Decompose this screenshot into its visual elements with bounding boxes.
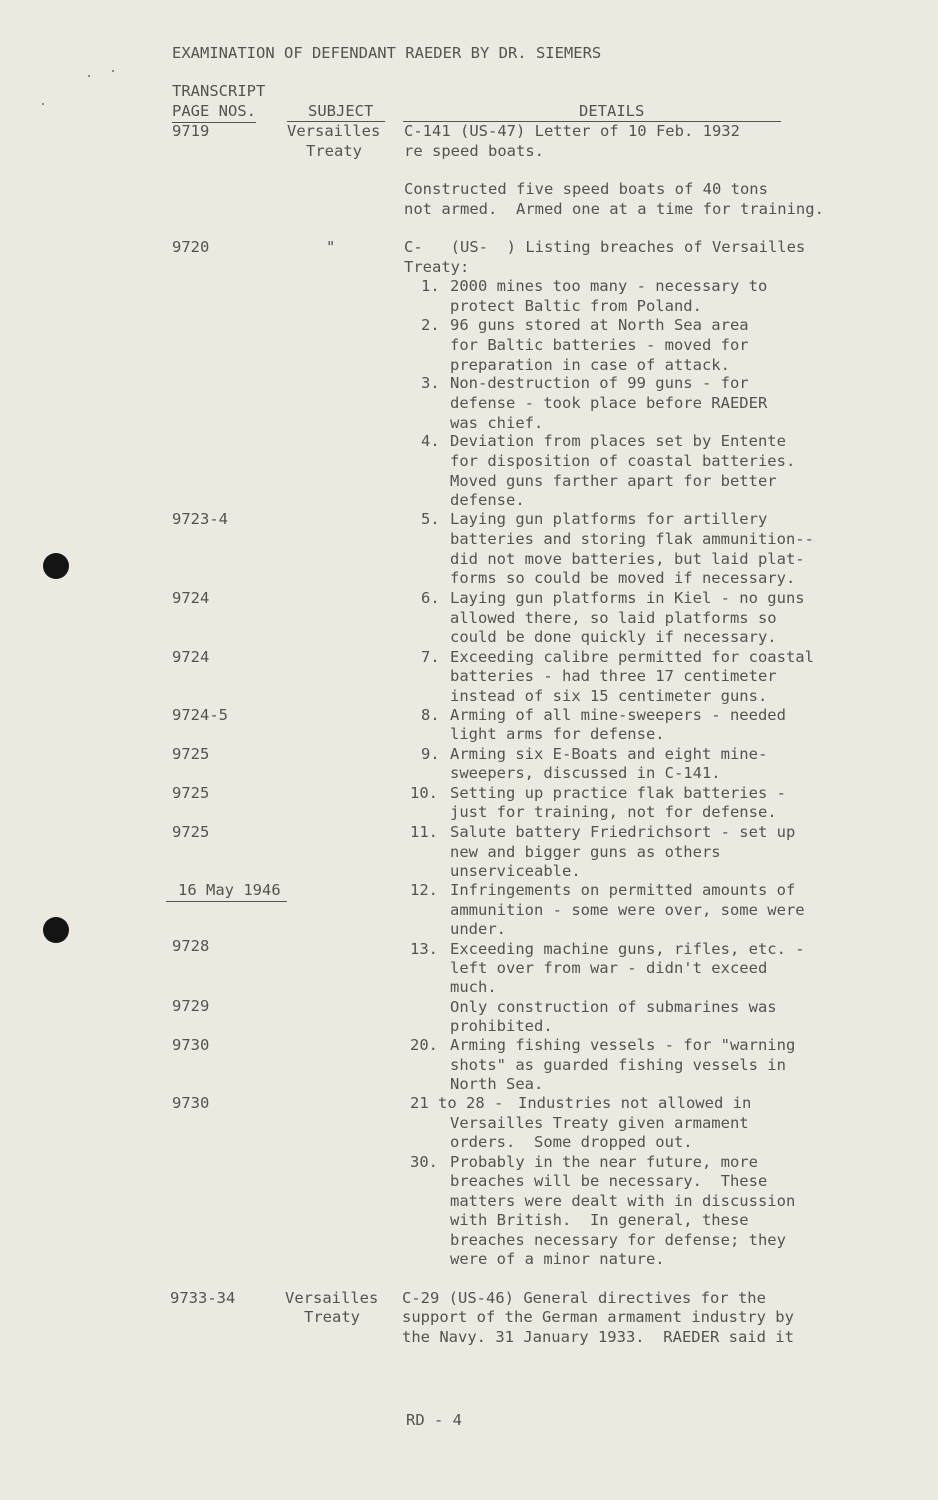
paper-speck [88, 75, 90, 77]
page-number: 9729 [172, 997, 210, 1015]
item-number: 1. [421, 277, 440, 295]
item-number: 9. [421, 745, 440, 763]
detail-line: could be done quickly if necessary. [450, 628, 777, 646]
page-number: 9720 [172, 238, 210, 256]
item-number: 21 to 28 - [410, 1094, 504, 1112]
page-number: 9730 [172, 1036, 210, 1054]
detail-line: Probably in the near future, more [450, 1153, 758, 1171]
detail-line: protect Baltic from Poland. [450, 297, 702, 315]
detail-line: 2000 mines too many - necessary to [450, 277, 768, 295]
detail-line: Industries not allowed in [518, 1094, 752, 1112]
detail-line: shots" as guarded fishing vessels in [450, 1056, 786, 1074]
item-number: 4. [421, 432, 440, 450]
detail-line: Non-destruction of 99 guns - for [450, 374, 749, 392]
item-number: 3. [421, 374, 440, 392]
detail-line: C-141 (US-47) Letter of 10 Feb. 1932 [404, 122, 740, 140]
session-date: 16 May 1946 [166, 881, 287, 902]
document-title: EXAMINATION OF DEFENDANT RAEDER BY DR. SIEMERS [172, 44, 602, 62]
item-number: 30. [410, 1153, 438, 1171]
page-number: 9730 [172, 1094, 210, 1112]
detail-line: the Navy. 31 January 1933. RAEDER said it [402, 1328, 794, 1346]
detail-line: forms so could be moved if necessary. [450, 569, 796, 587]
header-page-nos: PAGE NOS. [172, 102, 256, 123]
detail-line: ammunition - some were over, some were [450, 901, 805, 919]
header-details: DETAILS [579, 102, 645, 120]
detail-line: much. [450, 978, 497, 996]
detail-line: Laying gun platforms in Kiel - no guns [450, 589, 805, 607]
detail-line: breaches necessary for defense; they [450, 1231, 786, 1249]
detail-line: matters were dealt with in discussion [450, 1192, 796, 1210]
detail-line: unserviceable. [450, 862, 581, 880]
detail-line: Salute battery Friedrichsort - set up [450, 823, 796, 841]
page-number: 9728 [172, 937, 210, 955]
paper-speck [112, 70, 114, 72]
item-number: 10. [410, 784, 438, 802]
detail-line: 96 guns stored at North Sea area [450, 316, 749, 334]
page-number: 9723-4 [172, 510, 228, 528]
detail-line: preparation in case of attack. [450, 356, 730, 374]
page-number: 9725 [172, 784, 210, 802]
detail-line: Arming of all mine-sweepers - needed [450, 706, 786, 724]
detail-line: Infringements on permitted amounts of [450, 881, 796, 899]
detail-line: defense. [450, 491, 525, 509]
detail-line: Treaty: [404, 258, 470, 276]
detail-line: orders. Some dropped out. [450, 1133, 693, 1151]
page-number: 9725 [172, 823, 210, 841]
detail-line: left over from war - didn't exceed [450, 959, 768, 977]
detail-line: allowed there, so laid platforms so [450, 609, 777, 627]
detail-line: light arms for defense. [450, 725, 665, 743]
page-footer: RD - 4 [406, 1411, 462, 1429]
detail-line: C-29 (US-46) General directives for the [402, 1289, 766, 1307]
detail-line: new and bigger guns as others [450, 843, 721, 861]
detail-line: breaches will be necessary. These [450, 1172, 768, 1190]
detail-line: Exceeding machine guns, rifles, etc. - [450, 940, 805, 958]
header-subject: SUBJECT [308, 102, 374, 120]
item-number: 2. [421, 316, 440, 334]
subject-line: Treaty [306, 142, 362, 160]
detail-line: Deviation from places set by Entente [450, 432, 786, 450]
punch-hole [43, 553, 69, 579]
detail-line: Exceeding calibre permitted for coastal [450, 648, 814, 666]
item-number: 20. [410, 1036, 438, 1054]
subject-line: Treaty [304, 1308, 360, 1326]
detail-line: re speed boats. [404, 142, 544, 160]
detail-line: not armed. Armed one at a time for training. [404, 200, 824, 218]
page-number: 9724-5 [172, 706, 228, 724]
item-number: 11. [410, 823, 438, 841]
detail-line: did not move batteries, but laid plat- [450, 550, 805, 568]
page-number: 9724 [172, 648, 210, 666]
page-number: 9724 [172, 589, 210, 607]
page-number: 9725 [172, 745, 210, 763]
subject-line: Versailles [287, 122, 381, 140]
item-number: 7. [421, 648, 440, 666]
item-number: 6. [421, 589, 440, 607]
detail-line: defense - took place before RAEDER [450, 394, 768, 412]
item-number: 8. [421, 706, 440, 724]
subject-line: " [326, 238, 336, 256]
detail-line: just for training, not for defense. [450, 803, 777, 821]
detail-line: Versailles Treaty given armament [450, 1114, 749, 1132]
header-transcript: TRANSCRIPT [172, 82, 266, 100]
detail-line: was chief. [450, 414, 544, 432]
detail-line: under. [450, 920, 506, 938]
subject-line: Versailles [285, 1289, 379, 1307]
paper-speck [42, 103, 44, 105]
detail-line: North Sea. [450, 1075, 544, 1093]
item-number: 12. [410, 881, 438, 899]
detail-line: Only construction of submarines was [450, 998, 777, 1016]
detail-line: Arming fishing vessels - for "warning [450, 1036, 796, 1054]
detail-line: Moved guns farther apart for better [450, 472, 777, 490]
detail-line: Setting up practice flak batteries - [450, 784, 786, 802]
page-number: 9719 [172, 122, 210, 140]
detail-line: batteries - had three 17 centimeter [450, 667, 777, 685]
detail-line: for Baltic batteries - moved for [450, 336, 749, 354]
detail-line: batteries and storing flak ammunition-- [450, 530, 814, 548]
detail-line: prohibited. [450, 1017, 553, 1035]
detail-line: for disposition of coastal batteries. [450, 452, 796, 470]
detail-line: Constructed five speed boats of 40 tons [404, 180, 768, 198]
detail-line: were of a minor nature. [450, 1250, 665, 1268]
punch-hole [43, 917, 69, 943]
detail-line: support of the German armament industry by [402, 1308, 794, 1326]
detail-line: Laying gun platforms for artillery [450, 510, 768, 528]
detail-line: sweepers, discussed in C-141. [450, 764, 721, 782]
detail-line: instead of six 15 centimeter guns. [450, 687, 768, 705]
page-number: 9733-34 [170, 1289, 236, 1307]
item-number: 13. [410, 940, 438, 958]
detail-line: C- (US- ) Listing breaches of Versailles [404, 238, 806, 256]
item-number: 5. [421, 510, 440, 528]
detail-line: with British. In general, these [450, 1211, 749, 1229]
detail-line: Arming six E-Boats and eight mine- [450, 745, 768, 763]
